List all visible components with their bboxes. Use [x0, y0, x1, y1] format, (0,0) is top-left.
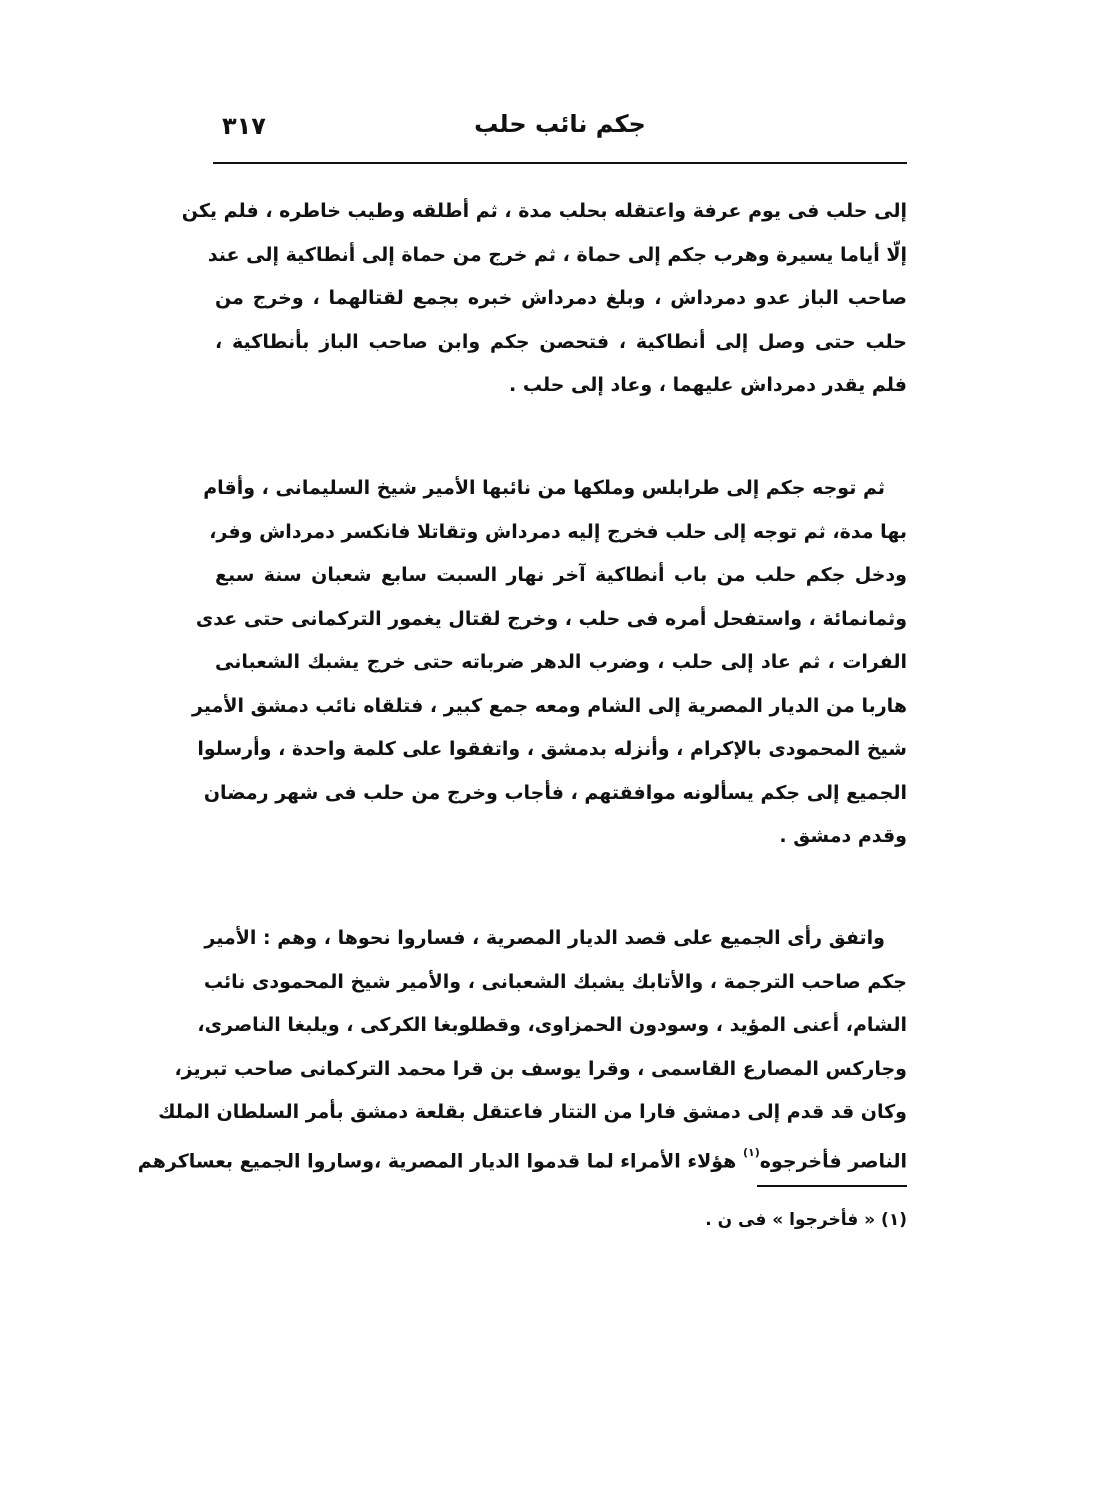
text-line: وكان قد قدم إلى دمشق فارا من التتار فاعتقل بقلعة دمشق بأمر السلطان الملك [158, 1101, 907, 1123]
text-line: بها مدة، ثم توجه إلى حلب فخرج إليه دمرداش وتقاتلا فانكسر دمرداش وفر، [209, 520, 907, 543]
text-line: إلى حلب فى يوم عرفة واعتقله بحلب مدة ، ثم أطلقه وطيب خاطره ، فلم يكن [181, 200, 907, 222]
header-rule [213, 162, 907, 164]
text-line: وجاركس المصارع القاسمى ، وقرا يوسف بن قرا محمد التركمانى صاحب تبريز، [174, 1057, 907, 1080]
paragraph-1 [181, 190, 907, 408]
running-title: جكم نائب حلب [474, 110, 646, 138]
text-line: ثم توجه جكم إلى طرابلس وملكها من نائبها الأمير شيخ السليمانى ، وأقام [203, 477, 885, 499]
text-segment: هؤلاء الأمراء لما قدموا الديار المصرية ،وساروا الجميع بعساكرهم [137, 1149, 737, 1172]
footnote: (١) « فأخرجوا » فى ن . [705, 1210, 907, 1230]
text-segment: الناصر فأخرجوه [759, 1149, 907, 1172]
paragraph-3 [137, 917, 907, 1178]
text-line-with-footnote-marker [137, 1135, 907, 1179]
text-line: الجميع إلى جكم يسألونه موافقتهم ، فأجاب وخرج من حلب فى شهر رمضان [203, 781, 907, 804]
text-line: هاربا من الديار المصرية إلى الشام ومعه جمع كبير ، فتلقاه نائب دمشق الأمير [192, 694, 907, 717]
text-line: شيخ المحمودى بالإكرام ، وأنزله بدمشق ، واتفقوا على كلمة واحدة ، وأرسلوا [197, 738, 907, 760]
text-line: حلب حتى وصل إلى أنطاكية ، فتحصن جكم وابن صاحب الباز بأنطاكية ، [215, 330, 907, 353]
text-line: وقدم دمشق . [779, 825, 907, 847]
footnote-marker: (١) [742, 1145, 760, 1159]
text-line: ودخل جكم حلب من باب أنطاكية آخر نهار السبت سابع شعبان سنة سبع [215, 564, 907, 586]
text-line: الشام، أعنى المؤيد ، وسودون الحمزاوى، وقطلوبغا الكركى ، ويلبغا الناصرى، [197, 1014, 907, 1036]
text-line: إلّا أياما يسيرة وهرب جكم إلى حماة ، ثم خرج من حماة إلى أنطاكية إلى عند [207, 243, 907, 266]
paragraph-2 [192, 467, 907, 859]
page-number: ٣١٧ [222, 112, 266, 140]
text-line: الفرات ، ثم عاد إلى حلب ، وضرب الدهر ضرباته حتى خرج يشبك الشعبانى [215, 651, 907, 673]
text-line: جكم صاحب الترجمة ، والأتابك يشبك الشعبانى ، والأمير شيخ المحمودى نائب [203, 970, 907, 993]
text-line: فلم يقدر دمرداش عليهما ، وعاد إلى حلب . [509, 374, 907, 396]
footnote-rule [757, 1185, 907, 1187]
text-line: صاحب الباز عدو دمرداش ، وبلغ دمرداش خبره بجمع لقتالهما ، وخرج من [215, 287, 907, 309]
text-line: وثمانمائة ، واستفحل أمره فى حلب ، وخرج لقتال يغمور التركمانى حتى عدى [195, 607, 907, 630]
text-line: واتفق رأى الجميع على قصد الديار المصرية ، فساروا نحوها ، وهم : الأمير [204, 927, 885, 949]
